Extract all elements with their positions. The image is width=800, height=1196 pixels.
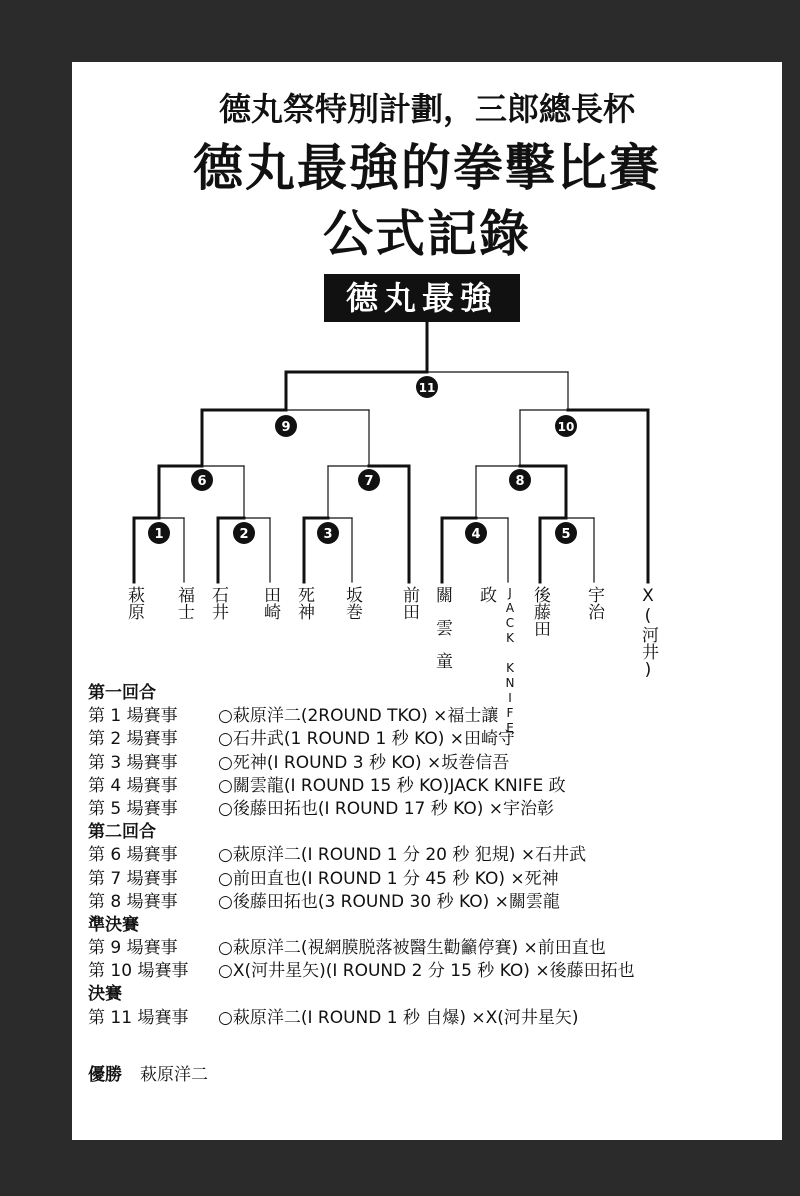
match-label: 第 3 場賽事 [88, 752, 178, 773]
match-record-row [88, 844, 778, 867]
fighter-name: 宇治 [584, 586, 604, 620]
fighter-name: 坂巻 [342, 586, 362, 620]
match-result: ○石井武(1 ROUND 1 秒 KO) ×田崎守 [218, 729, 516, 750]
match-number-9: 9 [281, 420, 291, 435]
match-label: 第 5 場賽事 [88, 798, 178, 819]
champion-box: 德丸最強 [324, 274, 520, 322]
match-record-row [88, 1007, 778, 1030]
match-result: ○萩原洋二(I ROUND 1 秒 自爆) ×X(河井星矢) [218, 1007, 579, 1028]
match-result: ○萩原洋二(2ROUND TKO) ×福士讓 [218, 706, 499, 727]
match-record-row [88, 960, 778, 983]
round-heading: 準決賽 [88, 914, 139, 935]
match-label: 第 6 場賽事 [88, 845, 178, 866]
match-label: 第 8 場賽事 [88, 891, 178, 912]
round-heading: 第二回合 [88, 822, 156, 843]
match-label: 第 1 場賽事 [88, 706, 178, 727]
match-record-row [88, 937, 778, 960]
match-result: ○後藤田拓也(I ROUND 17 秒 KO) ×宇治彰 [218, 798, 555, 819]
event-subtitle: 德丸祭特別計劃，三郎總長杯 [218, 90, 635, 128]
fighter-name: JACK KNIFE [503, 586, 517, 736]
official-record-title: 公式記錄 [323, 205, 531, 263]
match-number-3: 3 [323, 527, 333, 542]
round-heading: 第一回合 [88, 683, 156, 703]
match-label: 第 11 場賽事 [88, 1007, 189, 1028]
fighter-name: 關雲童 [432, 586, 452, 685]
match-record-row [88, 775, 778, 798]
match-result: ○關雲龍(I ROUND 15 秒 KO)JACK KNIFE 政 [218, 775, 566, 796]
match-result: ○前田直也(I ROUND 1 分 45 秒 KO) ×死神 [218, 868, 559, 889]
winner-name: 萩原洋二 [140, 1065, 208, 1085]
fighter-name: 萩原 [124, 586, 144, 620]
match-result: ○萩原洋二(I ROUND 1 分 20 秒 犯規) ×石井武 [218, 845, 587, 866]
fighter-name: X(河井) [638, 586, 658, 680]
match-label: 第 2 場賽事 [88, 729, 178, 750]
match-result: ○後藤田拓也(3 ROUND 30 秒 KO) ×關雲龍 [218, 891, 560, 912]
match-records [88, 682, 778, 1030]
fighter-name: 田崎 [260, 586, 280, 620]
round-heading: 決賽 [88, 984, 122, 1005]
match-number-1: 1 [154, 527, 164, 542]
match-record-row [88, 728, 778, 751]
match-label: 第 9 場賽事 [88, 938, 178, 959]
match-record-row [88, 705, 778, 728]
match-label: 第 7 場賽事 [88, 868, 178, 889]
match-number-2: 2 [239, 527, 249, 542]
fighter-name: 石井 [208, 586, 228, 620]
winner-line [88, 1060, 208, 1085]
fighter-name: 死神 [294, 586, 314, 620]
match-number-11: 11 [418, 381, 436, 395]
match-record-row [88, 798, 778, 821]
match-number-7: 7 [364, 474, 374, 489]
fighter-name: 政 [476, 586, 496, 603]
match-number-10: 10 [557, 420, 575, 434]
match-result: ○死神(I ROUND 3 秒 KO) ×坂巻信吾 [218, 752, 510, 773]
match-number-8: 8 [515, 474, 525, 489]
fighter-name: 後藤田 [530, 586, 550, 637]
match-record-row [88, 891, 778, 914]
match-result: ○萩原洋二(視網膜脱落被醫生勸籲停賽) ×前田直也 [218, 938, 606, 959]
match-record-row [88, 868, 778, 891]
fighter-name: 前田 [399, 586, 419, 620]
match-number-6: 6 [197, 474, 207, 489]
match-number-4: 4 [471, 527, 481, 542]
match-label: 第 10 場賽事 [88, 961, 189, 982]
match-result: ○X(河井星矢)(I ROUND 2 分 15 秒 KO) ×後藤田拓也 [218, 961, 635, 982]
match-number-5: 5 [561, 527, 571, 542]
match-record-row [88, 752, 778, 775]
match-label: 第 4 場賽事 [88, 775, 178, 796]
fighter-name: 福士 [174, 586, 194, 620]
record-sheet [72, 62, 782, 1140]
event-title: 德丸最強的拳擊比賽 [193, 139, 661, 197]
winner-label: 優勝 [88, 1065, 122, 1085]
